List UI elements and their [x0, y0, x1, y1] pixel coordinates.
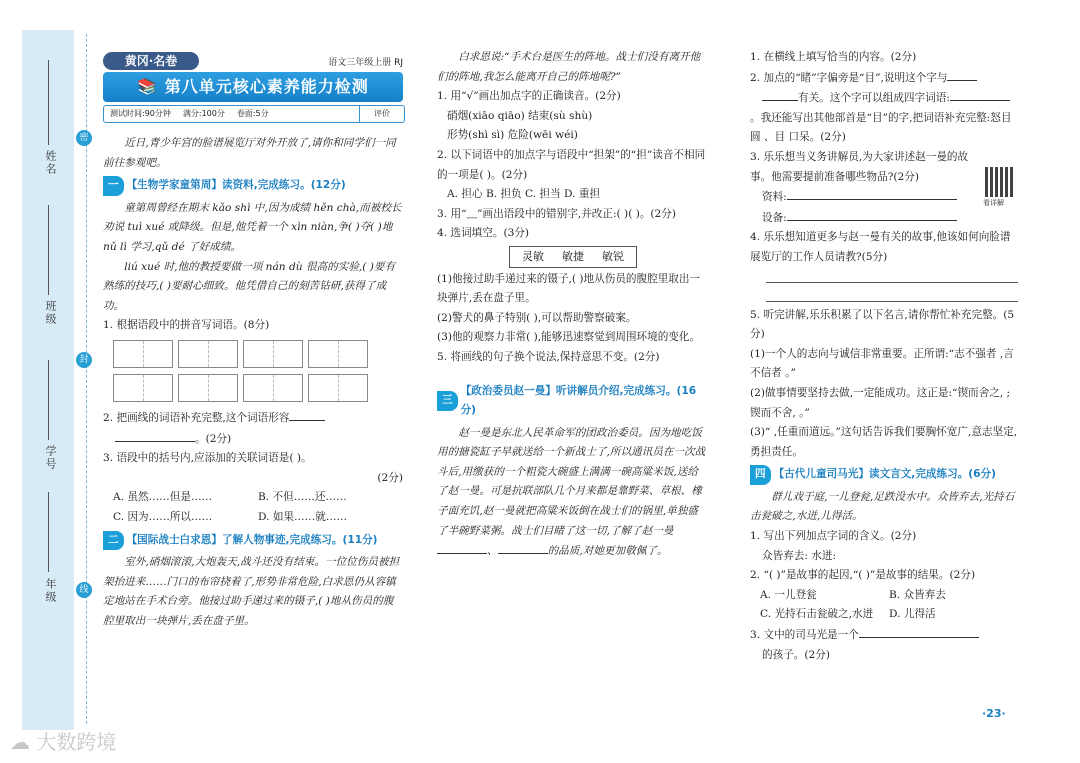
question-2-2: 2. 以下词语中的加点字与语段中“担架”的“担”读音不相同的一项是( )。(2分): [437, 148, 706, 181]
book-icon: 📚: [137, 77, 165, 96]
question-3-3-b: 设备:: [750, 208, 1018, 229]
option-b[interactable]: B. 众皆弃去: [889, 588, 946, 601]
question-1-3-options: [103, 488, 403, 527]
question-2-1-row1: 硝烟(xiāo qiāo) 结束(sù shù): [447, 109, 593, 122]
question-2-5: 5. 将画线的句子换个说法,保持意思不变。(2分): [437, 350, 660, 363]
question-2-4-c: (3)他的观察力非常( ),能够迅速察觉到周围环境的变化。: [437, 331, 701, 344]
answer-blank[interactable]: [437, 541, 487, 554]
question-4-2-options: [750, 586, 1018, 625]
question-2-1-row2: 形势(shì sì) 危险(wēi wéi): [447, 129, 578, 142]
student-id-label: 学号: [44, 445, 57, 471]
answer-blank[interactable]: [115, 429, 195, 442]
column-2: [437, 48, 707, 562]
grade-field-line[interactable]: [48, 492, 49, 572]
answer-blank[interactable]: [787, 208, 957, 221]
evaluate-cell[interactable]: 评价: [359, 106, 404, 122]
watermark-logo: ☁ 大数跨境: [10, 730, 117, 754]
class-field-line[interactable]: [48, 205, 49, 295]
question-2-3: 3. 用“﹏”画出语段中的错别字,并改正:( )( )。(2分): [437, 207, 677, 220]
answer-blank[interactable]: [859, 625, 979, 638]
passage-3: 室外,硝烟滚滚,大炮轰天,战斗还没有结束。一位位伤员被担架抬进来……门口的布帘挠着了,形势非常危险,白求恩仍从容镇定地站在手术台旁。他接过助手递过来的镊子,( )地从伤员的腹腔里取出一块弹片,丢在盘子里。: [103, 556, 400, 627]
question-2-4: 4. 选词填空。(3分): [437, 227, 530, 240]
seal-xian: 线: [76, 582, 92, 598]
passage-1: 童第周曾经在期末 kǎo shì 中,因为成绩 hěn chà,而被校长劝说 tuì xué 或降级。但是,他凭着一个 xìn niàn,争( )夺( )地 nǔ lì 学习,qǔ dé 了好成绩。: [103, 201, 402, 253]
name-label: 姓名: [44, 150, 57, 176]
answer-blank[interactable]: [950, 88, 1010, 101]
word-option-2: 敏捷: [562, 249, 584, 263]
question-3-5-b: (2)做事情要坚持去做,一定能成功。这正是:“锲而舍之, ;锲而不舍, 。”: [750, 386, 1011, 419]
question-2-4-a: (1)他接过助手递过来的镊子,( )地从伤员的腹腔里取出一块弹片,丢在盘子里。: [437, 272, 701, 305]
exam-time: 测试时间:90分钟: [110, 109, 171, 118]
question-2-2-options: A. 担心 B. 担负 C. 担当 D. 重担: [447, 188, 601, 201]
question-3-4: 4. 乐乐想知道更多与赵一曼有关的故事,他该如何向脸谱展览厅的工作人员请教?(5分): [750, 231, 1011, 263]
option-a[interactable]: A. 虽然……但是……: [113, 491, 213, 504]
option-c[interactable]: C. 光持石击瓮破之,水迸: [760, 608, 874, 621]
pinyin-grid-row-1[interactable]: [113, 340, 403, 368]
exam-title: 📚 第八单元核心素养能力检测: [103, 72, 403, 102]
seal-feng: 封: [76, 352, 92, 368]
answer-line[interactable]: [766, 268, 1018, 283]
question-3-1: 1. 在横线上填写恰当的内容。(2分): [750, 51, 917, 63]
exam-header: [103, 52, 403, 126]
option-c[interactable]: C. 因为……所以……: [113, 510, 213, 523]
question-1-1: 1. 根据语段中的拼音写词语。(8分): [103, 319, 270, 332]
option-b[interactable]: B. 不但……还……: [258, 491, 347, 504]
page-number: ·23·: [982, 707, 1006, 720]
section-2-heading: 二 【国际战士白求恩】了解人物事迹,完成练习。(11分): [103, 531, 403, 551]
section-3-heading: 三 【政治委员赵一曼】听讲解员介绍,完成练习。(16分): [437, 382, 707, 421]
question-3-2: 2. 加点的“睹”字偏旁是“目”,说明这个字与 有关。这个字可以组成四字词语: 。我还能写出其他部首是“目”的字,把词语补充完整:怒目圆 、目 口呆。(2分): [750, 68, 1018, 148]
answer-line[interactable]: [766, 287, 1018, 302]
answer-blank[interactable]: [498, 541, 548, 554]
question-4-1-a: 众皆弃去: 水迸:: [762, 549, 837, 562]
word-option-1: 灵敏: [522, 249, 544, 263]
answer-blank[interactable]: [289, 408, 325, 421]
word-choice-box: [509, 246, 637, 268]
section-1-heading: 一 【生物学家童第周】读资料,完成练习。(12分): [103, 176, 403, 196]
section-4-heading: 四 【古代儿童司马光】读文言文,完成练习。(6分): [750, 465, 1018, 485]
column-1: [103, 134, 403, 631]
passage-2: liú xué 时,他的教授要做一项 nán dù 很高的实验,( )要有熟练的技巧,( )要耐心细致。他凭借自己的刻苦钻研,获得了成功。: [103, 260, 396, 312]
watermark-icon: ☁: [10, 730, 37, 754]
answer-blank[interactable]: [762, 88, 798, 101]
name-field-line[interactable]: [48, 60, 49, 145]
seal-mi: 密: [76, 130, 92, 146]
passage-5: 赵一曼是东北人民革命军的团政治委员。因为地吃饭用的搪瓷缸子早就送给一个新战士了,所以通讯员在一次战斗后,用缴获的一个粗瓷大碗盛上满满一碗高粱米饭,送给了赵一曼。可是抗联部队几个月来都是靠野菜、草根、橡子面充饥,赵一曼就把高粱米饭倒在战士们的锅里,单独盛了半碗野菜粥。战士们目睹了这一切,了解了赵一曼、 的品质,对她更加敬佩了。: [437, 426, 706, 558]
qr-code-icon[interactable]: [985, 167, 1015, 197]
question-4-2: 2. “( )”是故事的起因,“( )”是故事的结果。(2分): [750, 569, 976, 582]
question-4-3: 3. 文中的司马光是一个 的孩子。(2分): [750, 625, 1018, 665]
question-3-5-a: (1)一个人的志向与诚信非常重要。正所谓:“志不强者 ,言不信者 。”: [750, 347, 1014, 380]
qr-code-label: 看详解: [983, 199, 1004, 207]
grade-label: 年级: [44, 578, 57, 604]
question-2-4-b: (2)警犬的鼻子特别( ),可以帮助警察破案。: [437, 311, 637, 324]
question-1-2: 2. 把画线的词语补充完整,这个词语形容 。(2分): [103, 408, 403, 449]
passage-6: 群儿戏于庭,一儿登瓮,足跌没水中。众皆弃去,光持石击瓮破之,水迸,儿得活。: [750, 490, 1015, 523]
intro-text: 近日,青少年宫的脸谱展览厅对外开放了,请你和同学们一同前往参观吧。: [103, 137, 396, 169]
question-1-3: 3. 语段中的括号内,应添加的关联词语是( )。: [103, 452, 312, 465]
word-option-3: 敏锐: [602, 249, 624, 263]
class-label: 班级: [44, 300, 57, 326]
question-3-5: 5. 听完讲解,乐乐积累了以下名言,请你帮忙补充完整。(5分): [750, 308, 1015, 341]
option-a[interactable]: A. 一儿登瓮: [760, 588, 817, 601]
exam-score: 满分:100分: [182, 109, 225, 118]
question-3-3-a: 资料:: [750, 187, 1018, 208]
answer-blank[interactable]: [787, 187, 957, 200]
passage-4: 白求恩说:“手术台是医生的阵地。战士们没有离开他们的阵地,我怎么能离开自己的阵地呢?”: [437, 51, 701, 83]
exam-meta: [103, 105, 405, 123]
subject-label: 语文三年级上册 RJ: [328, 58, 403, 68]
question-3-3: 3. 乐乐想当义务讲解员,为大家讲述赵一曼的故事。他需要提前准备哪些物品?(2分): [750, 150, 969, 183]
column-3: [750, 48, 1018, 665]
exam-writing-score: 卷面:5分: [236, 109, 269, 118]
question-2-1: 1. 用“√”画出加点字的正确读音。(2分): [437, 90, 621, 103]
option-d[interactable]: D. 儿得活: [889, 608, 936, 621]
question-4-1: 1. 写出下列加点字词的含义。(2分): [750, 530, 917, 543]
question-3-5-c: (3)“ ,任重而道远。”这句话告诉我们要胸怀宽广,意志坚定,勇担责任。: [750, 426, 1018, 458]
pinyin-grid-row-2[interactable]: [113, 374, 403, 402]
question-1-3-score: (2分): [377, 471, 403, 484]
brand-logo: 黄冈·名卷: [103, 52, 199, 70]
option-d[interactable]: D. 如果……就……: [258, 510, 348, 523]
answer-blank[interactable]: [947, 68, 977, 81]
student-id-field-line[interactable]: [48, 360, 49, 440]
